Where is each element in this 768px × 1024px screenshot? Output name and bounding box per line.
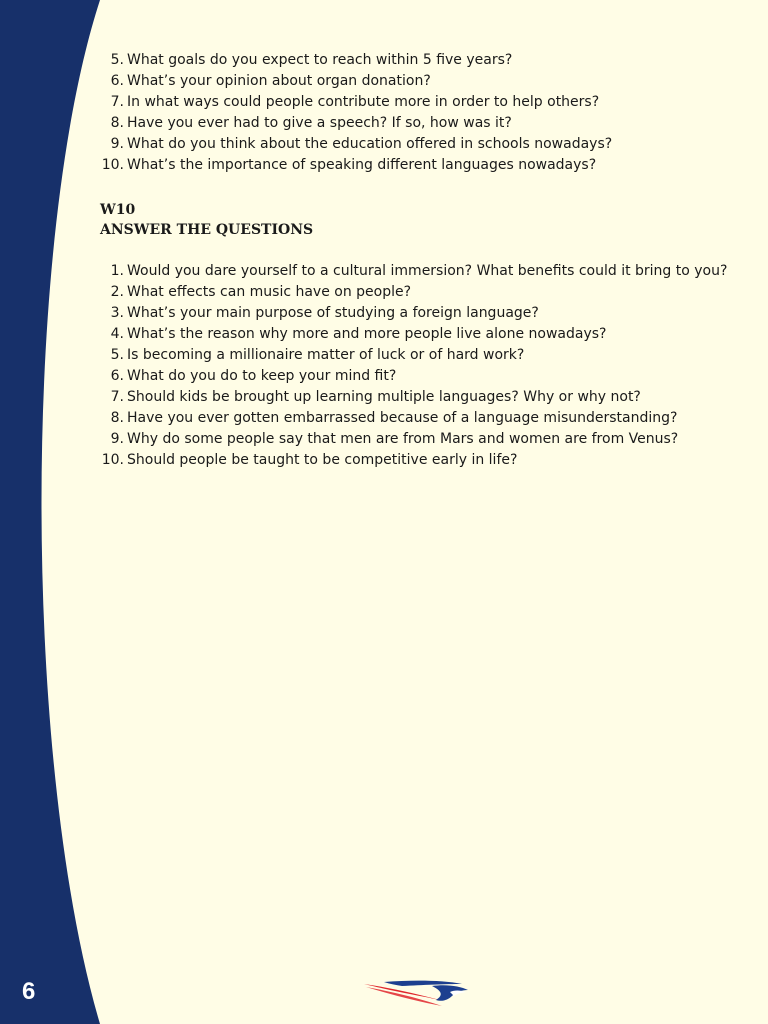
list-item: [100, 303, 740, 324]
list-item: [100, 50, 740, 71]
question-text: In what ways could people contribute more in order to help others?: [127, 94, 600, 110]
list-item: [100, 324, 740, 345]
list-item: [100, 155, 740, 176]
question-number: 5.: [110, 52, 124, 68]
question-text: Why do some people say that men are from Mars and women are from Venus?: [127, 431, 679, 447]
list-item: [100, 450, 740, 471]
list-item: [100, 92, 740, 113]
question-text: What effects can music have on people?: [127, 284, 412, 300]
question-number: 7.: [110, 389, 124, 405]
list-item: [100, 282, 740, 303]
question-number: 8.: [110, 410, 124, 426]
question-number: 10.: [101, 157, 124, 173]
list-item: [100, 387, 740, 408]
question-text: What’s the reason why more and more people live alone nowadays?: [127, 326, 607, 342]
list-item: [100, 408, 740, 429]
question-number: 2.: [110, 284, 124, 300]
question-text: What goals do you expect to reach within 5 five years?: [127, 52, 513, 68]
section-code: W10: [100, 202, 136, 218]
question-text: Is becoming a millionaire matter of luck or of hard work?: [127, 347, 525, 363]
question-number: 3.: [110, 305, 124, 321]
question-text: Have you ever gotten embarrassed because of a language misunderstanding?: [127, 410, 678, 426]
question-number: 7.: [110, 94, 124, 110]
list-item: [100, 366, 740, 387]
page-content: [100, 50, 740, 471]
question-text: What’s your main purpose of studying a foreign language?: [127, 305, 539, 321]
section-title: ANSWER THE QUESTIONS: [100, 222, 314, 238]
list-item: [100, 345, 740, 366]
list-item: [100, 134, 740, 155]
question-text: What’s the importance of speaking different languages nowadays?: [127, 157, 597, 173]
question-list-continued: [100, 50, 740, 176]
question-number: 1.: [110, 263, 124, 279]
page-number: 6: [22, 978, 36, 1005]
question-number: 6.: [110, 368, 124, 384]
eagle-logo-icon: [362, 978, 472, 1014]
list-item: [100, 113, 740, 134]
question-text: Have you ever had to give a speech? If so, how was it?: [127, 115, 512, 131]
question-number: 9.: [110, 431, 124, 447]
question-text: What do you do to keep your mind fit?: [127, 368, 397, 384]
question-text: What’s your opinion about organ donation?: [127, 73, 431, 89]
question-number: 6.: [110, 73, 124, 89]
question-number: 8.: [110, 115, 124, 131]
question-list: [100, 261, 740, 471]
question-text: Should kids be brought up learning multiple languages? Why or why not?: [127, 389, 641, 405]
question-number: 9.: [110, 136, 124, 152]
question-text: What do you think about the education offered in schools nowadays?: [127, 136, 613, 152]
question-text: Would you dare yourself to a cultural immersion? What benefits could it bring to you?: [127, 263, 728, 279]
question-number: 5.: [110, 347, 124, 363]
list-item: [100, 429, 740, 450]
list-item: [100, 71, 740, 92]
question-number: 4.: [110, 326, 124, 342]
question-number: 10.: [101, 452, 124, 468]
list-item: [100, 261, 740, 282]
question-text: Should people be taught to be competitive early in life?: [127, 452, 518, 468]
